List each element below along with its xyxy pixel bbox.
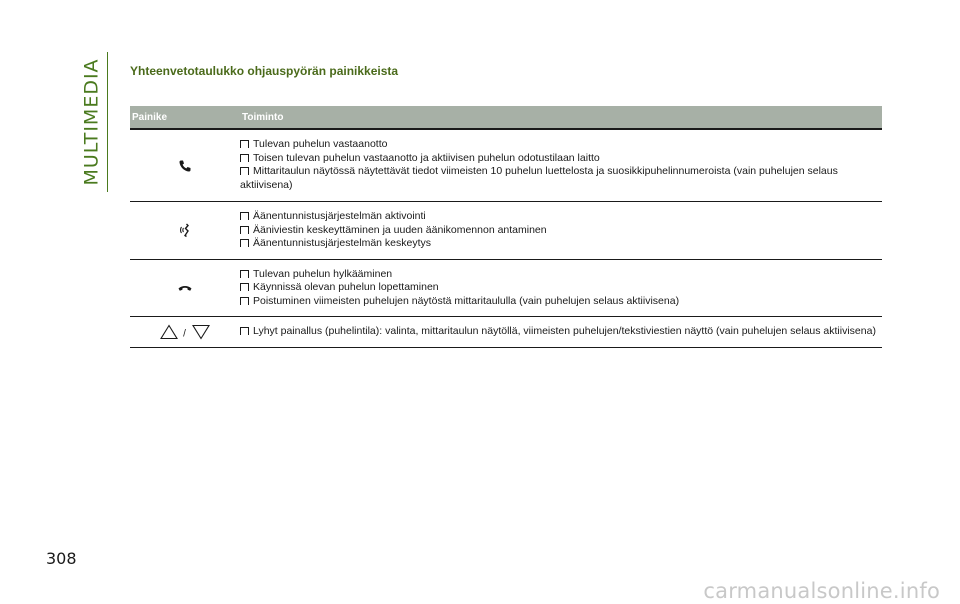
bullet-icon	[240, 154, 249, 162]
button-cell	[130, 202, 240, 259]
bullet-icon	[240, 283, 249, 291]
list-item: Äänentunnistusjärjestelmän keskeytys	[240, 237, 882, 251]
phone-hangup-icon	[177, 283, 193, 293]
list-item: Toisen tulevan puhelun vastaanotto ja aktiivisen puhelun odotustilaan laitto	[240, 152, 882, 166]
button-cell	[130, 260, 240, 317]
steering-buttons-table	[130, 106, 882, 348]
list-item: Tulevan puhelun vastaanotto	[240, 138, 882, 152]
bullet-icon	[240, 167, 249, 175]
page-number: 308	[46, 549, 77, 568]
function-cell	[240, 202, 882, 259]
button-cell	[130, 317, 240, 347]
bullet-icon	[240, 327, 249, 335]
bullet-icon	[240, 297, 249, 305]
bullet-icon	[240, 140, 249, 148]
bullet-icon	[240, 226, 249, 234]
list-item: Mittaritaulun näytössä näytettävät tiedot viimeisten 10 puhelun luettelosta ja suosikkipuhelinnumeroista (vain puhelujen selaus aktiivisena)	[240, 165, 838, 191]
table-row	[130, 260, 882, 318]
table-header	[130, 106, 882, 130]
header-button: Painike	[132, 111, 168, 123]
watermark-text: carmanualsonline.info	[703, 579, 940, 603]
list-item: Käynnissä olevan puhelun lopettaminen	[240, 281, 882, 295]
header-function: Toiminto	[242, 111, 284, 123]
side-tab-divider	[107, 52, 108, 192]
list-item: Tulevan puhelun hylkääminen	[240, 268, 882, 282]
bullet-icon	[240, 212, 249, 220]
section-side-tab-label: MULTIMEDIA	[81, 58, 104, 186]
bullet-icon	[240, 270, 249, 278]
table-row	[130, 130, 882, 202]
table-row	[130, 317, 882, 348]
list-item: Poistuminen viimeisten puhelujen näytöstä mittaritaululla (vain puhelujen selaus aktiivisena)	[240, 295, 882, 309]
function-cell	[240, 130, 882, 201]
list-item: Äänentunnistusjärjestelmän aktivointi	[240, 210, 882, 224]
bullet-icon	[240, 239, 249, 247]
list-item: Ääniviestin keskeyttäminen ja uuden äänikomennon antaminen	[240, 224, 882, 238]
function-cell	[240, 260, 882, 317]
list-item: Lyhyt painallus (puhelintila): valinta, mittaritaulun näytöllä, viimeisten puhelujen/tekstiviestien näyttö (vain puhelujen selaus aktiivisena)	[240, 325, 882, 339]
up-down-arrows-icon	[155, 323, 215, 341]
section-title: Yhteenvetotaulukko ohjauspyörän painikkeista	[130, 64, 399, 78]
function-cell	[240, 317, 882, 347]
section-side-tab	[78, 52, 106, 192]
button-cell	[130, 130, 240, 201]
table-row	[130, 202, 882, 260]
voice-command-icon	[177, 222, 193, 238]
arrow-separator: /	[183, 328, 186, 340]
phone-answer-icon	[178, 159, 192, 173]
